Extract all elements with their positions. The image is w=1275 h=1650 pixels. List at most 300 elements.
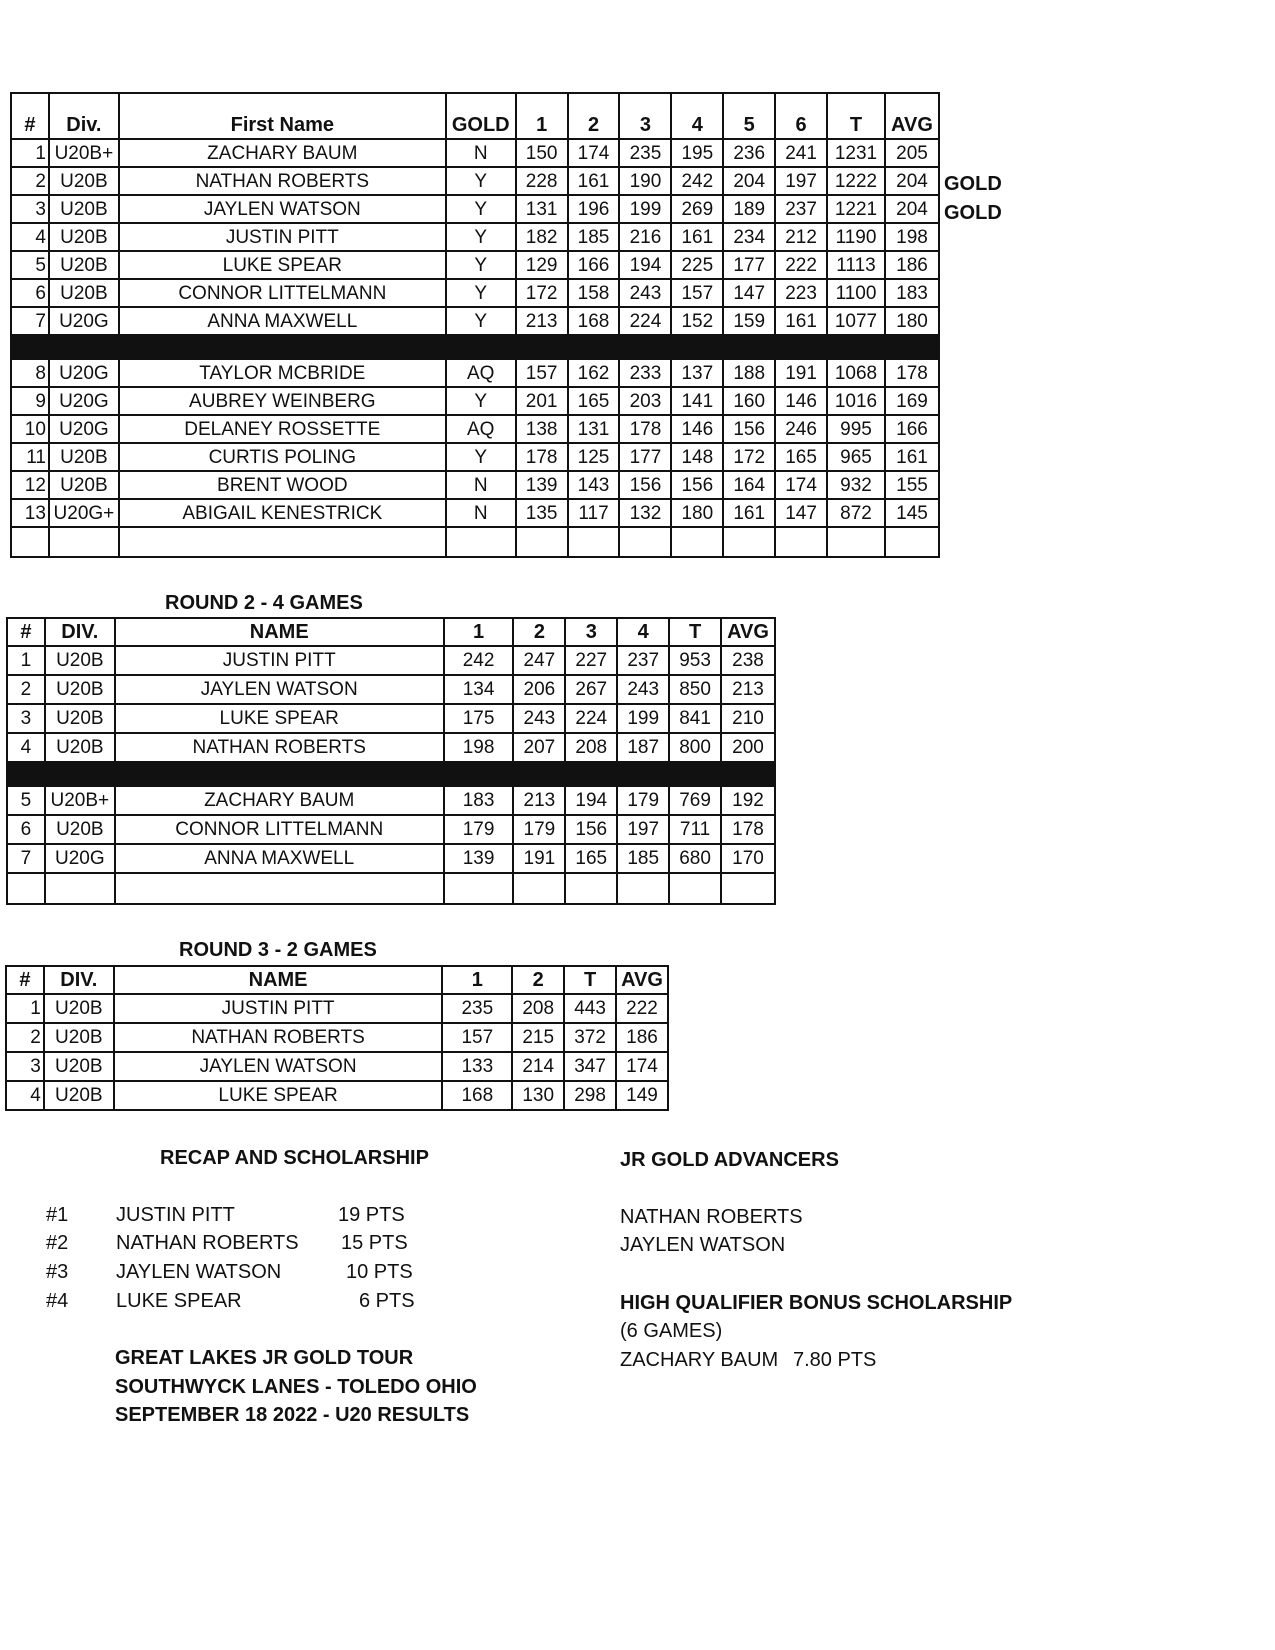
name-cell: NATHAN ROBERTS	[115, 733, 444, 762]
game-score-cell: 207	[513, 733, 565, 762]
division-cell: U20G	[49, 387, 119, 415]
rank-cell: 4	[7, 733, 45, 762]
recap-rank: #1	[46, 1204, 69, 1226]
rank-cell: 5	[7, 786, 45, 815]
col-header: 2	[568, 93, 620, 139]
game-score-cell: 213	[516, 307, 568, 335]
game-score-cell: 143	[568, 471, 620, 499]
name-cell: ZACHARY BAUM	[119, 139, 446, 167]
qualifying-body-bottom	[11, 359, 939, 557]
average-cell: 200	[721, 733, 775, 762]
game-score-cell: 162	[568, 359, 620, 387]
division-cell: U20B	[49, 195, 119, 223]
division-cell: U20B	[49, 167, 119, 195]
total-cell: 953	[669, 646, 721, 675]
game-score-cell: 194	[619, 251, 671, 279]
game-score-cell: 208	[512, 994, 564, 1023]
name-cell: CURTIS POLING	[119, 443, 446, 471]
gold-cell: AQ	[446, 359, 516, 387]
col-header: T	[827, 93, 885, 139]
game-score-cell: 156	[723, 415, 775, 443]
rank-cell: 1	[6, 994, 44, 1023]
game-score-cell: 178	[516, 443, 568, 471]
average-cell: 186	[885, 251, 939, 279]
gold-cell: N	[446, 499, 516, 527]
average-cell: 149	[616, 1081, 668, 1110]
game-score-cell: 147	[723, 279, 775, 307]
empty-cell	[827, 527, 885, 557]
col-header: 6	[775, 93, 827, 139]
game-score-cell: 152	[671, 307, 723, 335]
empty-cell	[45, 873, 115, 904]
name-cell: AUBREY WEINBERG	[119, 387, 446, 415]
division-cell: U20B+	[49, 139, 119, 167]
recap-rank: #3	[46, 1261, 69, 1283]
event-line-1: GREAT LAKES JR GOLD TOUR	[115, 1347, 414, 1369]
table-row	[11, 251, 939, 279]
empty-cell	[723, 527, 775, 557]
rank-cell: 2	[6, 1023, 44, 1052]
total-cell: 841	[669, 704, 721, 733]
recap-name: JAYLEN WATSON	[116, 1261, 282, 1283]
average-cell: 169	[885, 387, 939, 415]
game-score-cell: 206	[513, 675, 565, 704]
average-cell: 186	[616, 1023, 668, 1052]
rank-cell: 5	[11, 251, 49, 279]
total-cell: 872	[827, 499, 885, 527]
name-cell: BRENT WOOD	[119, 471, 446, 499]
division-cell: U20G+	[49, 499, 119, 527]
bonus-pts: 7.80 PTS	[793, 1349, 877, 1371]
division-cell: U20B+	[45, 786, 115, 815]
game-score-cell: 168	[442, 1081, 512, 1110]
name-cell: ZACHARY BAUM	[115, 786, 444, 815]
average-cell: 180	[885, 307, 939, 335]
division-cell: U20B	[45, 675, 115, 704]
game-score-cell: 161	[723, 499, 775, 527]
game-score-cell: 146	[775, 387, 827, 415]
game-score-cell: 269	[671, 195, 723, 223]
round3-header-row	[6, 966, 668, 994]
total-cell: 1221	[827, 195, 885, 223]
game-score-cell: 179	[617, 786, 669, 815]
game-score-cell: 129	[516, 251, 568, 279]
rank-cell: 2	[7, 675, 45, 704]
game-score-cell: 117	[568, 499, 620, 527]
recap-pts: 6 PTS	[359, 1290, 415, 1312]
game-score-cell: 172	[723, 443, 775, 471]
game-score-cell: 133	[442, 1052, 512, 1081]
game-score-cell: 132	[619, 499, 671, 527]
recap-pts: 15 PTS	[341, 1232, 408, 1254]
game-score-cell: 201	[516, 387, 568, 415]
game-score-cell: 197	[617, 815, 669, 844]
game-score-cell: 246	[775, 415, 827, 443]
game-score-cell: 156	[671, 471, 723, 499]
table-row	[7, 675, 775, 704]
empty-cell	[669, 873, 721, 904]
col-header: #	[6, 966, 44, 994]
division-cell: U20B	[44, 1052, 114, 1081]
average-cell: 204	[885, 167, 939, 195]
empty-row	[7, 873, 775, 904]
round2-body-bottom	[7, 786, 775, 904]
game-score-cell: 185	[568, 223, 620, 251]
empty-row	[11, 527, 939, 557]
recap-name: JUSTIN PITT	[116, 1204, 235, 1226]
name-cell: CONNOR LITTELMANN	[119, 279, 446, 307]
col-header: First Name	[119, 93, 446, 139]
game-score-cell: 196	[568, 195, 620, 223]
empty-cell	[444, 873, 514, 904]
col-header: 1	[442, 966, 512, 994]
game-score-cell: 138	[516, 415, 568, 443]
empty-cell	[119, 527, 446, 557]
bonus-subtitle: (6 GAMES)	[620, 1320, 723, 1342]
game-score-cell: 146	[671, 415, 723, 443]
table-row	[7, 815, 775, 844]
total-cell: 932	[827, 471, 885, 499]
total-cell: 298	[564, 1081, 616, 1110]
game-score-cell: 130	[512, 1081, 564, 1110]
division-cell: U20G	[49, 415, 119, 443]
qualifying-separator	[11, 335, 939, 359]
total-cell: 995	[827, 415, 885, 443]
col-header: NAME	[115, 618, 444, 646]
average-cell: 222	[616, 994, 668, 1023]
game-score-cell: 190	[619, 167, 671, 195]
rank-cell: 4	[11, 223, 49, 251]
total-cell: 1016	[827, 387, 885, 415]
rank-cell: 3	[11, 195, 49, 223]
rank-cell: 10	[11, 415, 49, 443]
col-header: Div.	[49, 93, 119, 139]
game-score-cell: 156	[565, 815, 617, 844]
average-cell: 166	[885, 415, 939, 443]
name-cell: DELANEY ROSSETTE	[119, 415, 446, 443]
col-header: GOLD	[446, 93, 516, 139]
col-header: 3	[565, 618, 617, 646]
total-cell: 769	[669, 786, 721, 815]
col-header: 4	[671, 93, 723, 139]
col-header: 2	[512, 966, 564, 994]
event-line-2: SOUTHWYCK LANES - TOLEDO OHIO	[115, 1376, 477, 1398]
game-score-cell: 204	[723, 167, 775, 195]
round2-separator	[7, 762, 775, 786]
table-row	[6, 1052, 668, 1081]
game-score-cell: 183	[444, 786, 514, 815]
rank-cell: 2	[11, 167, 49, 195]
name-cell: JAYLEN WATSON	[114, 1052, 443, 1081]
game-score-cell: 197	[775, 167, 827, 195]
col-header: 1	[444, 618, 514, 646]
total-cell: 965	[827, 443, 885, 471]
col-header: 4	[617, 618, 669, 646]
game-score-cell: 213	[513, 786, 565, 815]
game-score-cell: 188	[723, 359, 775, 387]
game-score-cell: 227	[565, 646, 617, 675]
gold-cell: Y	[446, 167, 516, 195]
total-cell: 372	[564, 1023, 616, 1052]
empty-cell	[671, 527, 723, 557]
game-score-cell: 223	[775, 279, 827, 307]
round2-header-row	[7, 618, 775, 646]
empty-cell	[115, 873, 444, 904]
recap-rank: #4	[46, 1290, 69, 1312]
rank-cell: 9	[11, 387, 49, 415]
game-score-cell: 157	[516, 359, 568, 387]
game-score-cell: 175	[444, 704, 514, 733]
name-cell: LUKE SPEAR	[115, 704, 444, 733]
col-header: AVG	[616, 966, 668, 994]
total-cell: 850	[669, 675, 721, 704]
gold-cell: Y	[446, 223, 516, 251]
game-score-cell: 139	[516, 471, 568, 499]
average-cell: 161	[885, 443, 939, 471]
game-score-cell: 182	[516, 223, 568, 251]
name-cell: JUSTIN PITT	[119, 223, 446, 251]
gold-cell: Y	[446, 279, 516, 307]
name-cell: TAYLOR MCBRIDE	[119, 359, 446, 387]
bonus-name: ZACHARY BAUM	[620, 1349, 779, 1371]
division-cell: U20B	[44, 994, 114, 1023]
total-cell: 1113	[827, 251, 885, 279]
game-score-cell: 203	[619, 387, 671, 415]
game-score-cell: 236	[723, 139, 775, 167]
game-score-cell: 165	[565, 844, 617, 873]
total-cell: 443	[564, 994, 616, 1023]
game-score-cell: 172	[516, 279, 568, 307]
gold-cell: Y	[446, 443, 516, 471]
average-cell: 210	[721, 704, 775, 733]
average-cell: 170	[721, 844, 775, 873]
rank-cell: 12	[11, 471, 49, 499]
table-row	[11, 499, 939, 527]
table-row	[11, 359, 939, 387]
average-cell: 205	[885, 139, 939, 167]
table-row	[11, 307, 939, 335]
average-cell: 145	[885, 499, 939, 527]
table-row	[11, 471, 939, 499]
division-cell: U20B	[49, 251, 119, 279]
empty-cell	[885, 527, 939, 557]
rank-cell: 7	[7, 844, 45, 873]
table-row	[7, 844, 775, 873]
col-header: T	[564, 966, 616, 994]
division-cell: U20B	[49, 443, 119, 471]
game-score-cell: 189	[723, 195, 775, 223]
division-cell: U20B	[45, 704, 115, 733]
rank-cell: 1	[11, 139, 49, 167]
game-score-cell: 199	[619, 195, 671, 223]
total-cell: 347	[564, 1052, 616, 1081]
game-score-cell: 131	[568, 415, 620, 443]
recap-rank: #2	[46, 1232, 69, 1254]
gold-cell: Y	[446, 387, 516, 415]
name-cell: ABIGAIL KENESTRICK	[119, 499, 446, 527]
col-header: DIV.	[44, 966, 114, 994]
game-score-cell: 234	[723, 223, 775, 251]
game-score-cell: 195	[671, 139, 723, 167]
game-score-cell: 178	[619, 415, 671, 443]
table-row	[11, 223, 939, 251]
advancer-name: NATHAN ROBERTS	[620, 1206, 803, 1228]
game-score-cell: 125	[568, 443, 620, 471]
game-score-cell: 166	[568, 251, 620, 279]
table-row	[11, 195, 939, 223]
empty-cell	[565, 873, 617, 904]
game-score-cell: 212	[775, 223, 827, 251]
division-cell: U20G	[49, 359, 119, 387]
game-score-cell: 214	[512, 1052, 564, 1081]
name-cell: LUKE SPEAR	[119, 251, 446, 279]
division-cell: U20B	[49, 279, 119, 307]
col-header: 2	[513, 618, 565, 646]
average-cell: 192	[721, 786, 775, 815]
game-score-cell: 199	[617, 704, 669, 733]
gold-cell: Y	[446, 251, 516, 279]
rank-cell: 1	[7, 646, 45, 675]
game-score-cell: 177	[619, 443, 671, 471]
table-row	[7, 646, 775, 675]
recap-title: RECAP AND SCHOLARSHIP	[160, 1147, 429, 1169]
gold-cell: Y	[446, 307, 516, 335]
game-score-cell: 191	[775, 359, 827, 387]
game-score-cell: 243	[513, 704, 565, 733]
game-score-cell: 161	[775, 307, 827, 335]
game-score-cell: 222	[775, 251, 827, 279]
table-row	[11, 415, 939, 443]
game-score-cell: 174	[568, 139, 620, 167]
game-score-cell: 208	[565, 733, 617, 762]
game-score-cell: 158	[568, 279, 620, 307]
average-cell: 204	[885, 195, 939, 223]
rank-cell: 6	[11, 279, 49, 307]
empty-cell	[49, 527, 119, 557]
game-score-cell: 228	[516, 167, 568, 195]
game-score-cell: 164	[723, 471, 775, 499]
rank-cell: 4	[6, 1081, 44, 1110]
division-cell: U20G	[45, 844, 115, 873]
average-cell: 178	[885, 359, 939, 387]
division-cell: U20B	[49, 223, 119, 251]
gold-note: GOLD	[944, 202, 1002, 224]
table-row	[6, 1023, 668, 1052]
game-score-cell: 242	[444, 646, 514, 675]
col-header: 1	[516, 93, 568, 139]
division-cell: U20B	[49, 471, 119, 499]
name-cell: JUSTIN PITT	[114, 994, 443, 1023]
game-score-cell: 168	[568, 307, 620, 335]
advancer-name: JAYLEN WATSON	[620, 1234, 786, 1256]
game-score-cell: 150	[516, 139, 568, 167]
game-score-cell: 160	[723, 387, 775, 415]
game-score-cell: 215	[512, 1023, 564, 1052]
table-row	[6, 1081, 668, 1110]
empty-cell	[775, 527, 827, 557]
game-score-cell: 135	[516, 499, 568, 527]
gold-note: GOLD	[944, 173, 1002, 195]
rank-cell: 3	[7, 704, 45, 733]
game-score-cell: 225	[671, 251, 723, 279]
total-cell: 1077	[827, 307, 885, 335]
game-score-cell: 237	[617, 646, 669, 675]
col-header: NAME	[114, 966, 443, 994]
game-score-cell: 235	[619, 139, 671, 167]
recap-name: NATHAN ROBERTS	[116, 1232, 299, 1254]
division-cell: U20B	[45, 646, 115, 675]
name-cell: CONNOR LITTELMANN	[115, 815, 444, 844]
game-score-cell: 242	[671, 167, 723, 195]
game-score-cell: 185	[617, 844, 669, 873]
recap-pts: 19 PTS	[338, 1204, 405, 1226]
game-score-cell: 191	[513, 844, 565, 873]
game-score-cell: 161	[568, 167, 620, 195]
col-header: #	[7, 618, 45, 646]
game-score-cell: 161	[671, 223, 723, 251]
round2-table	[6, 617, 776, 905]
game-score-cell: 165	[775, 443, 827, 471]
total-cell: 680	[669, 844, 721, 873]
total-cell: 800	[669, 733, 721, 762]
name-cell: JAYLEN WATSON	[119, 195, 446, 223]
game-score-cell: 233	[619, 359, 671, 387]
empty-cell	[11, 527, 49, 557]
gold-cell: N	[446, 139, 516, 167]
name-cell: NATHAN ROBERTS	[114, 1023, 443, 1052]
total-cell: 1100	[827, 279, 885, 307]
game-score-cell: 224	[565, 704, 617, 733]
recap-pts: 10 PTS	[346, 1261, 413, 1283]
game-score-cell: 267	[565, 675, 617, 704]
table-row	[7, 786, 775, 815]
game-score-cell: 137	[671, 359, 723, 387]
game-score-cell: 180	[671, 499, 723, 527]
rank-cell: 3	[6, 1052, 44, 1081]
rank-cell: 6	[7, 815, 45, 844]
game-score-cell: 187	[617, 733, 669, 762]
table-row	[7, 733, 775, 762]
empty-cell	[516, 527, 568, 557]
col-header: AVG	[721, 618, 775, 646]
average-cell: 238	[721, 646, 775, 675]
empty-cell	[619, 527, 671, 557]
table-row	[11, 167, 939, 195]
game-score-cell: 243	[617, 675, 669, 704]
total-cell: 1068	[827, 359, 885, 387]
recap-name: LUKE SPEAR	[116, 1290, 242, 1312]
name-cell: ANNA MAXWELL	[115, 844, 444, 873]
col-header: 3	[619, 93, 671, 139]
game-score-cell: 194	[565, 786, 617, 815]
average-cell: 155	[885, 471, 939, 499]
game-score-cell: 157	[671, 279, 723, 307]
average-cell: 174	[616, 1052, 668, 1081]
game-score-cell: 235	[442, 994, 512, 1023]
col-header: DIV.	[45, 618, 115, 646]
empty-cell	[721, 873, 775, 904]
average-cell: 198	[885, 223, 939, 251]
total-cell: 1222	[827, 167, 885, 195]
game-score-cell: 177	[723, 251, 775, 279]
game-score-cell: 131	[516, 195, 568, 223]
game-score-cell: 156	[619, 471, 671, 499]
game-score-cell: 179	[513, 815, 565, 844]
qualifying-header-row	[11, 93, 939, 139]
empty-cell	[617, 873, 669, 904]
qualifying-body-top	[11, 139, 939, 335]
name-cell: LUKE SPEAR	[114, 1081, 443, 1110]
